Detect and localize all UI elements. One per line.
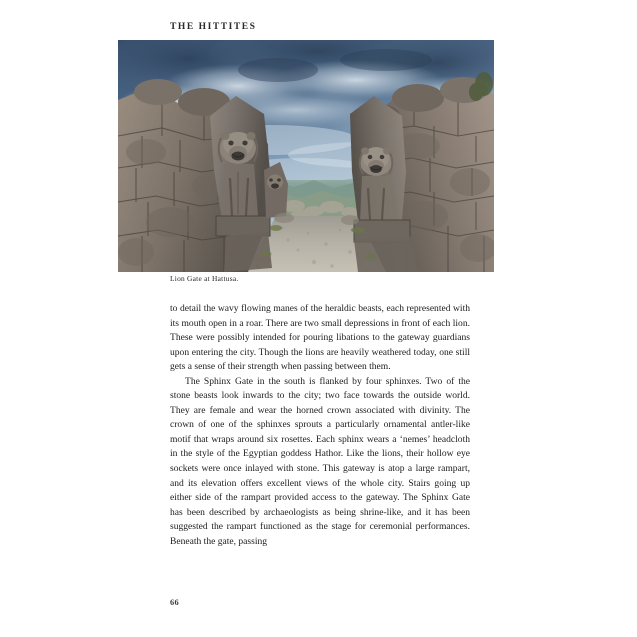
paragraph-2: The Sphinx Gate in the south is flanked by four sphinxes. Two of the stone beasts look inwards to the city; two face towards the outside world. They are female and wear the horned crown associated with divinity. The crown of one of the sphinxes sprouts a particularly ornamental antler-like motif that wraps around six rosettes. Each sphinx wears a ‘nemes’ headcloth in the style of the Egyptian goddess Hathor. Like the lions, their hollow eye sockets were once inlayed with stone. This gateway is atop a large rampart, and its elevation offers excellent views of the whole city. Stairs going up either side of the rampart provided access to the gateway. The Sphinx Gate has been described by archaeologists as being shrine-like, and it has been suggested the rampart functioned as the stage for ceremonial performances. Beneath the gate, passing [170,375,470,547]
lion-gate-photograph [118,40,494,272]
body-text [170,302,470,549]
paragraph-1: to detail the wavy flowing manes of the heraldic beasts, each represented with its mouth open in a roar. There are two small depressions in front of each lion. These were possibly intended for pouring libations to the gateway guardians upon entering the city. Though the lions are heavily weathered today, one still gets a sense of their strength when passing between them. [170,303,470,373]
figure-lion-gate [118,40,494,272]
page-number: 66 [170,598,179,607]
running-head: THE HITTITES [170,22,257,32]
right-lion-sculpture [350,96,410,242]
figure-caption: Lion Gate at Hattusa. [170,274,239,283]
